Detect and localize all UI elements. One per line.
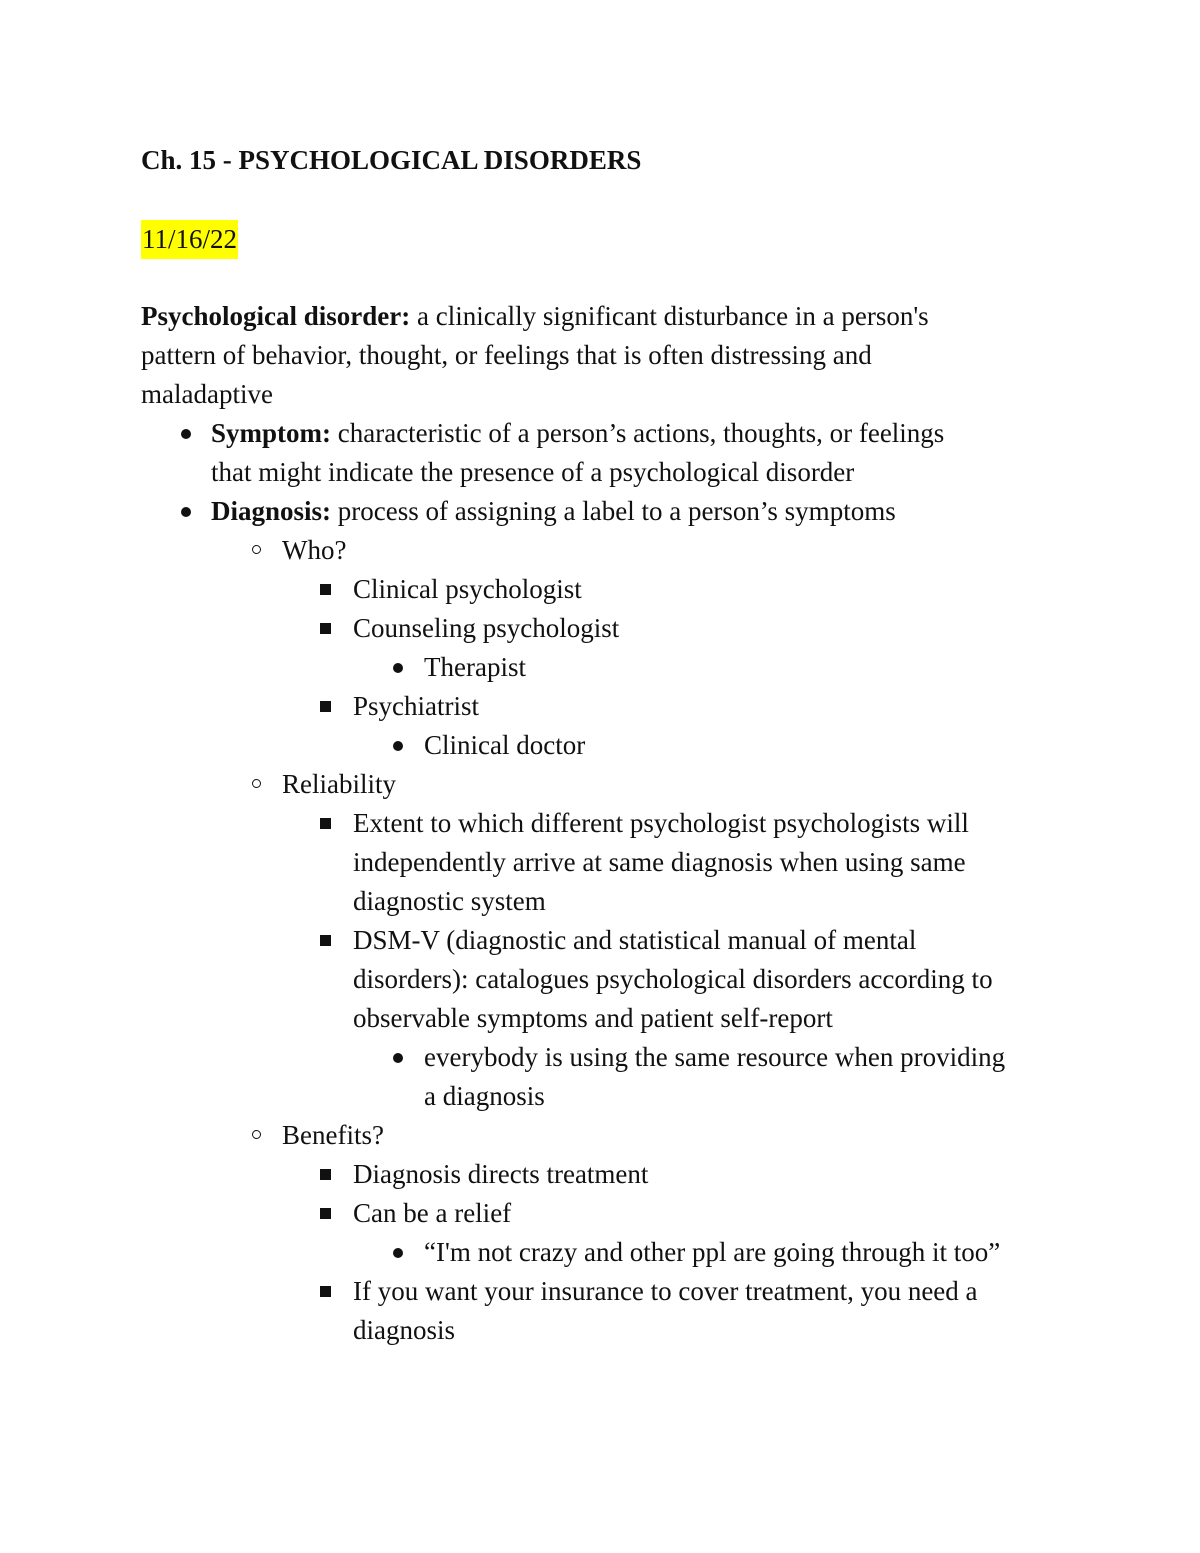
benefits-quote: “I'm not crazy and other ppl are going through it too”	[424, 1237, 1001, 1267]
bullet-square-icon	[320, 609, 331, 634]
reliability-extent-line-3: diagnostic system	[353, 886, 546, 916]
bullet-ring-icon	[252, 765, 261, 788]
bullet-square-icon	[320, 804, 331, 829]
who-clinical-doctor: Clinical doctor	[424, 730, 586, 760]
symptom-text-1: characteristic of a person’s actions, thoughts, or feelings	[331, 418, 945, 448]
bullet-dot-icon	[393, 648, 403, 673]
symptom-term: Symptom:	[211, 418, 331, 448]
bullet-dot-icon	[393, 1233, 403, 1258]
bullet-dot-icon	[393, 726, 403, 751]
symptom-line-2: that might indicate the presence of a psychological disorder	[211, 457, 855, 487]
benefits-label: Benefits?	[282, 1120, 384, 1150]
who-psychiatrist: Psychiatrist	[353, 691, 479, 721]
bullet-square-icon	[320, 1272, 331, 1297]
benefits-directs-treatment: Diagnosis directs treatment	[353, 1159, 649, 1189]
reliability-dsm-line-3: observable symptoms and patient self-report	[353, 1003, 833, 1033]
diagnosis-line-1	[211, 492, 896, 531]
reliability-extent-line-2: independently arrive at same diagnosis when using same	[353, 847, 966, 877]
date-highlight: 11/16/22	[141, 220, 238, 259]
bullet-dot-icon	[181, 414, 191, 439]
diagnosis-text-1: process of assigning a label to a person’s symptoms	[331, 496, 896, 526]
diagnosis-term: Diagnosis:	[211, 496, 332, 526]
benefits-insurance-line-1: If you want your insurance to cover treatment, you need a	[353, 1276, 978, 1306]
who-clinical-psychologist: Clinical psychologist	[353, 574, 582, 604]
bullet-square-icon	[320, 570, 331, 595]
reliability-same-resource-line-2: a diagnosis	[424, 1081, 545, 1111]
bullet-dot-icon	[393, 1038, 403, 1063]
benefits-relief: Can be a relief	[353, 1198, 512, 1228]
definition-term: Psychological disorder:	[141, 301, 411, 331]
definition-line-1	[141, 297, 929, 336]
benefits-insurance-line-2: diagnosis	[353, 1315, 456, 1345]
reliability-extent-line-1: Extent to which different psychologist psychologists will	[353, 808, 969, 838]
bullet-square-icon	[320, 687, 331, 712]
bullet-ring-icon	[252, 531, 261, 554]
document-title: Ch. 15 - PSYCHOLOGICAL DISORDERS	[141, 145, 642, 175]
bullet-ring-icon	[252, 1116, 261, 1139]
symptom-line-1	[211, 414, 944, 453]
reliability-dsm-line-2: disorders): catalogues psychological disorders according to	[353, 964, 993, 994]
bullet-dot-icon	[181, 492, 191, 517]
bullet-square-icon	[320, 1155, 331, 1180]
bullet-square-icon	[320, 921, 331, 946]
reliability-label: Reliability	[282, 769, 396, 799]
reliability-same-resource-line-1: everybody is using the same resource when providing	[424, 1042, 1006, 1072]
definition-text-1: a clinically significant disturbance in a person's	[410, 301, 929, 331]
bullet-square-icon	[320, 1194, 331, 1219]
definition-line-3: maladaptive	[141, 379, 273, 409]
definition-line-2: pattern of behavior, thought, or feelings that is often distressing and	[141, 340, 872, 370]
who-therapist: Therapist	[424, 652, 526, 682]
who-counseling-psychologist: Counseling psychologist	[353, 613, 620, 643]
reliability-dsm-line-1: DSM-V (diagnostic and statistical manual of mental	[353, 925, 917, 955]
who-label: Who?	[282, 535, 347, 565]
